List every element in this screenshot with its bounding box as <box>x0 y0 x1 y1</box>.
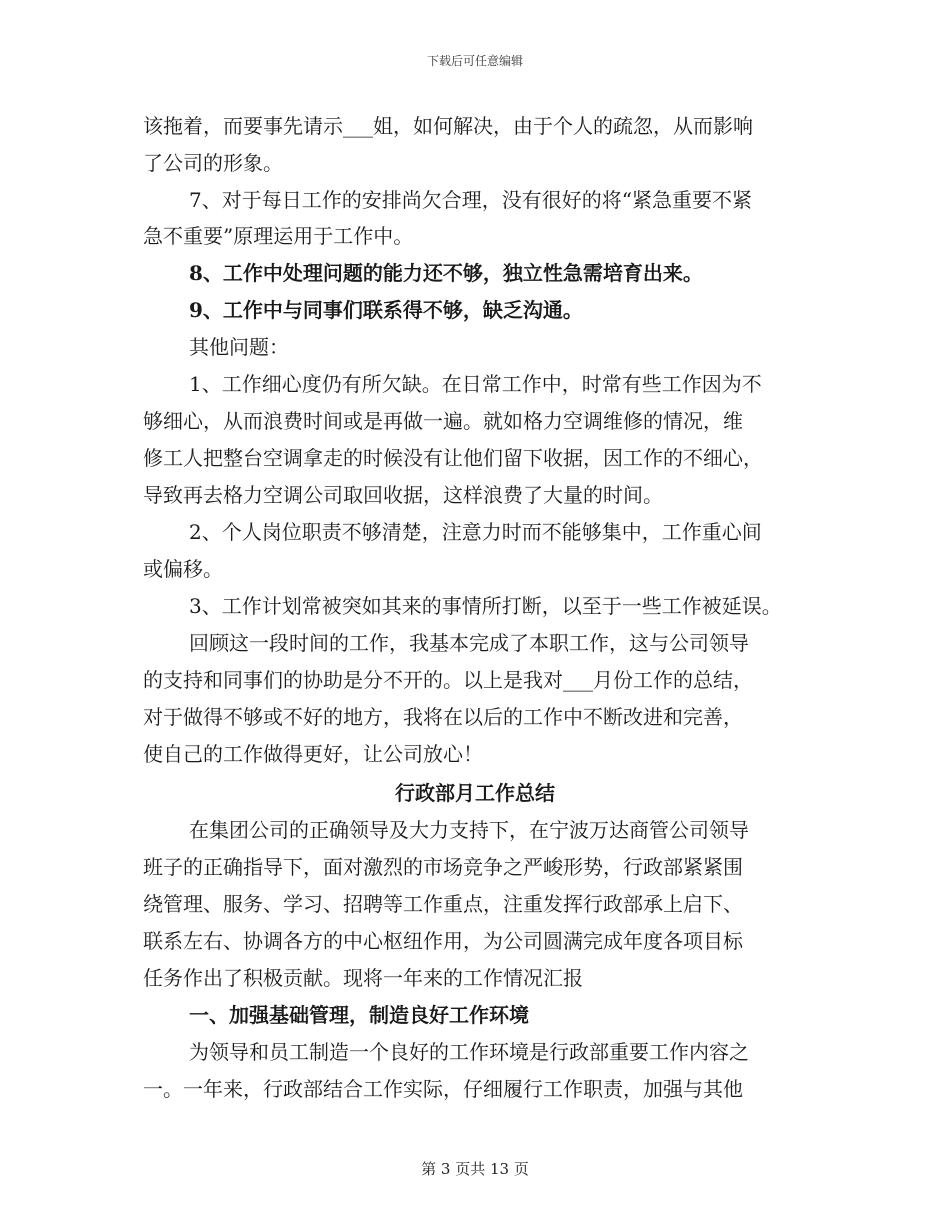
body-line: 任务作出了积极贡献。现将一年来的工作情况汇报 <box>143 966 583 990</box>
section-title: 行政部月工作总结 <box>395 781 555 805</box>
body-paragraph: 为领导和员工制造一个良好的工作环境是行政部重要工作内容之 <box>189 1040 749 1064</box>
body-line: 使自己的工作做得更好，让公司放心！ <box>143 742 483 766</box>
body-line: 的支持和同事们的协助是分不开的。以上是我对___月份工作的总结， <box>143 668 753 692</box>
body-line: 了公司的形象。 <box>143 151 283 175</box>
list-item-9: 9、工作中与同事们联系得不够，缺乏沟通。 <box>189 298 583 322</box>
body-line: 够细心，从而浪费时间或是再做一遍。就如格力空调维修的情况，维 <box>143 409 743 433</box>
other-issues-label: 其他问题： <box>189 335 289 359</box>
body-line: 对于做得不够或不好的地方，我将在以后的工作中不断改进和完善， <box>143 705 743 729</box>
body-line: 修工人把整台空调拿走的时候没有让他们留下收据，因工作的不细心， <box>143 446 763 470</box>
issue-item-1: 1、工作细心度仍有所欠缺。在日常工作中，时常有些工作因为不 <box>189 372 762 396</box>
body-line: 绕管理、服务、学习、招聘等工作重点，注重发挥行政部承上启下、 <box>143 892 743 916</box>
body-line: 急不重要”原理运用于工作中。 <box>143 224 414 248</box>
body-line: 一。一年来，行政部结合工作实际，仔细履行工作职责，加强与其他 <box>143 1077 743 1101</box>
list-item-7: 7、对于每日工作的安排尚欠合理，没有很好的将“紧急重要不紧 <box>189 188 752 212</box>
page-header: 下载后可任意编辑 <box>426 54 523 68</box>
body-line: 导致再去格力空调公司取回收据，这样浪费了大量的时间。 <box>143 483 663 507</box>
subsection-heading: 一、加强基础管理，制造良好工作环境 <box>189 1003 529 1027</box>
issue-item-3: 3、工作计划常被突如其来的事情所打断，以至于一些工作被延误。 <box>189 594 782 618</box>
body-line: 或偏移。 <box>143 557 223 581</box>
body-line: 联系左右、协调各方的中心枢纽作用，为公司圆满完成年度各项目标 <box>143 929 743 953</box>
page-footer: 第 3 页共 13 页 <box>421 1160 529 1178</box>
review-paragraph: 回顾这一段时间的工作，我基本完成了本职工作，这与公司领导 <box>189 631 749 655</box>
issue-item-2: 2、个人岗位职责不够清楚，注意力时而不能够集中，工作重心间 <box>189 520 762 544</box>
intro-paragraph: 在集团公司的正确领导及大力支持下，在宁波万达商管公司领导 <box>189 818 749 842</box>
body-line: 班子的正确指导下，面对激烈的市场竞争之严峻形势，行政部紧紧围 <box>143 855 743 879</box>
body-line: 该拖着，而要事先请示___姐，如何解决，由于个人的疏忽，从而影响 <box>143 114 753 138</box>
list-item-8: 8、工作中处理问题的能力还不够，独立性急需培育出来。 <box>189 261 703 285</box>
